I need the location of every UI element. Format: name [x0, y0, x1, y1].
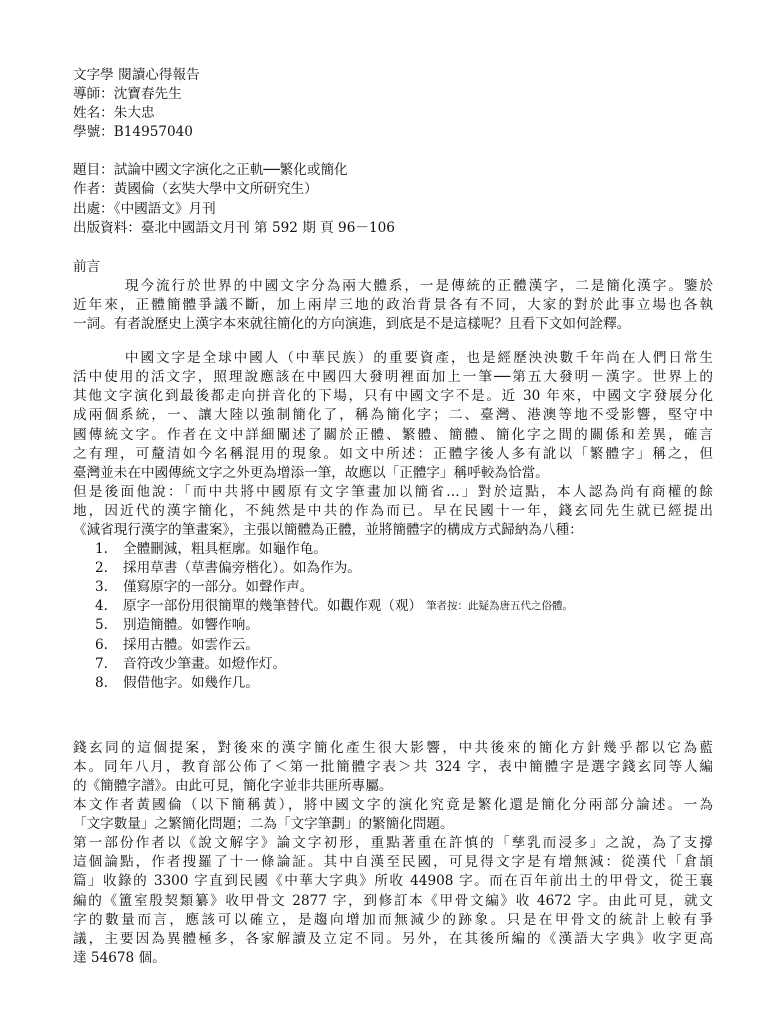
preface-heading: 前言 [73, 258, 101, 275]
paragraph-line: 地，因近代的漢字簡化，不純然是中共的作為而已。早在民國十一年，錢玄同先生就已經提出 [73, 502, 713, 519]
body-paragraph-4 [73, 739, 713, 796]
paragraph-line: 《減省現行漢字的筆畫案》，主張以簡體為正體，並將簡體字的構成方式歸納為八種： [73, 521, 583, 538]
paragraph-line: 達 54678 個。 [73, 949, 166, 966]
list-item: 4. 原字一部份用很簡單的幾筆替代。如觀作观（观） 筆者按：此疑為唐五代之俗體。 [95, 597, 713, 616]
paragraph-line: 的《簡體字譜》。由此可見，簡化字並非共匪所專屬。 [73, 778, 393, 794]
list-item: 2. 採用草書（草書偏旁楷化）。如為作为。 [95, 560, 361, 577]
list-item: 8. 假借他字。如幾作几。 [95, 674, 259, 691]
paragraph-line: 臺灣並未在中國傳統文字之外更為增添一筆，故應以「正體字」稱呼較為恰當。 [73, 464, 549, 481]
simplification-methods-list [73, 540, 713, 693]
paragraph-line: 一詞。有者說歷史上漢字本來就往簡化的方向演進，到底是不是這樣呢？且看下文如何詮釋。 [73, 316, 631, 333]
paragraph-line: 中國文字是全球中國人（中華民族）的重要資產，也是經歷泱泱數千年尚在人們日常生 [123, 350, 713, 367]
origin-line: 出處：《中國語文》月刊 [73, 200, 216, 217]
paragraph-line: 編的《簠室殷契類纂》收甲骨文 2877 字，到修訂本《甲骨文編》收 4672 字。由此可見，就文 [73, 892, 713, 909]
list-item: 1. 全體刪減，粗具框廓。如龜作龟。 [95, 541, 327, 558]
body-paragraph-5 [73, 796, 713, 834]
list-item: 5. 別造簡體。如響作响。 [95, 617, 259, 634]
topic-line: 題目：試論中國文字演化之正軌──繁化或簡化 [73, 162, 348, 179]
spacer [73, 334, 713, 349]
preface-paragraph-1 [73, 277, 713, 334]
list-item: 3. 僅寫原字的一部分。如聲作声。 [95, 579, 314, 596]
body-paragraph-6 [73, 834, 713, 968]
report-header [73, 66, 713, 142]
paragraph-line: 「文字數量」之繁簡化問題；二為「文字筆劃」的繁簡化問題。 [73, 816, 454, 833]
paragraph-line: 第一部份作者以《說文解字》論文字初形，重點著重在許慎的「孳乳而浸多」之說，為了支撐 [73, 835, 713, 852]
preface-paragraph-3 [73, 483, 713, 540]
name-line: 姓名：朱大忠 [73, 105, 155, 122]
paragraph-line: 本。同年八月，教育部公佈了＜第一批簡體字表＞共 324 字，表中簡體字是選字錢玄同等人編 [73, 758, 713, 775]
spacer [73, 693, 713, 739]
list-item: 7. 音符改少筆畫。如燈作灯。 [95, 655, 287, 672]
paragraph-line: 成兩個系統，一、讓大陸以強制簡化了，稱為簡化字；二、臺灣、港澳等地不受影響，堅守中 [73, 407, 713, 424]
source-info [73, 161, 713, 237]
paragraph-line: 國傳統文字。作者在文中詳細闡述了關於正體、繁體、簡體、簡化字之間的關係和差異，確言 [73, 426, 713, 443]
publication-line: 出版資料：臺北中國語文月刊 第 592 期 頁 96－106 [73, 219, 395, 236]
paragraph-line: 本文作者黃國倫（以下簡稱黃），將中國文字的演化究竟是繁化還是簡化分兩部分論述。一為 [73, 797, 713, 814]
list-item: 6. 採用古體。如雲作云。 [95, 636, 259, 653]
report-page [73, 66, 713, 968]
paragraph-line: 這個論點，作者搜羅了十一條論証。其中自漢至民國，可見得文字是有增無減：從漢代「倉頡 [73, 854, 713, 871]
author-note: 筆者按：此疑為唐五代之俗體。 [426, 600, 574, 613]
paragraph-line: 近年來，正體簡體爭議不斷，加上兩岸三地的政治背景各有不同，大家的對於此事立場也各執 [73, 296, 713, 313]
paragraph-line: 字的數量而言，應該可以確立，是趨向增加而無減少的跡象。只是在甲骨文的統計上較有爭 [73, 911, 713, 928]
paragraph-line: 活中使用的活文字，照理說應該在中國四大發明裡面加上一筆──第五大發明－漢字。世界上的 [73, 369, 713, 386]
spacer [73, 142, 713, 161]
paragraph-line: 其他文字演化到最後都走向拼音化的下場，只有中國文字不是。近 30 年來，中國文字發展分化 [73, 388, 713, 405]
spacer [73, 238, 713, 258]
paragraph-line: 但是後面他說：「而中共將中國原有文字筆畫加以簡省…」對於這點，本人認為尚有商權的餘 [73, 483, 713, 500]
advisor-line: 導師：沈寶春先生 [73, 86, 182, 103]
report-title: 文字學 閱讀心得報告 [73, 67, 200, 83]
paragraph-line: 現今流行於世界的中國文字分為兩大體系，一是傳統的正體漢字，二是簡化漢字。鑒於 [123, 277, 713, 294]
paragraph-line: 錢玄同的這個提案，對後來的漢字簡化產生很大影響，中共後來的簡化方針幾乎都以它為藍 [73, 739, 713, 756]
preface-paragraph-2 [73, 349, 713, 483]
paragraph-line: 之有理，可釐清如今名稱混用的現象。如文中所述：正體字後人多有訛以「繁體字」稱之，但 [73, 445, 713, 462]
paragraph-line: 篇」收錄的 3300 字直到民國《中華大字典》所收 44908 字。而在百年前出土的甲骨文，從王襄 [73, 873, 713, 890]
author-line: 作者：黃國倫（玄奘大學中文所研究生） [73, 181, 318, 198]
paragraph-line: 議，主要因為異體極多，各家解讀及立定不同。另外，在其後所編的《漢語大字典》收字更高 [73, 930, 713, 947]
student-id-line: 學號：B14957040 [73, 124, 193, 141]
